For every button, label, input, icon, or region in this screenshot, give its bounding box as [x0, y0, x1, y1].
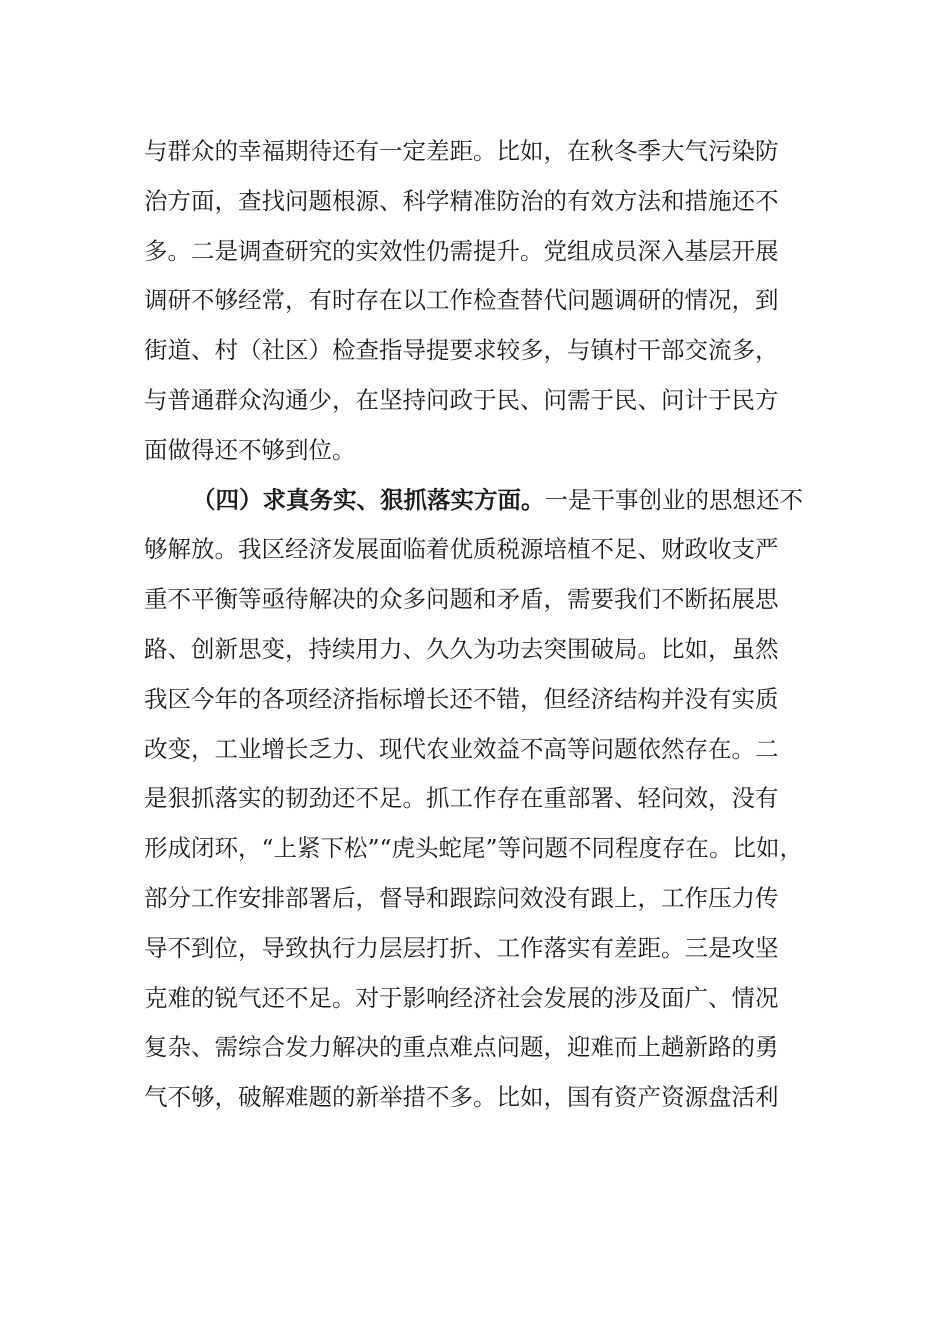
- text-line: 路、创新思变，持续用力、久久为功去突围破局。比如，虽然: [144, 634, 779, 663]
- section-heading: （四）求真务实、狠抓落实方面。: [192, 485, 545, 514]
- document-body: [144, 127, 814, 1123]
- text-line: 气不够，破解难题的新举措不多。比如，国有资产资源盘活利: [144, 1083, 779, 1112]
- text-line: 够解放。我区经济发展面临着优质税源培植不足、财政收支严: [144, 535, 779, 564]
- text-line: 改变，工业增长乏力、现代农业效益不高等问题依然存在。二: [144, 734, 779, 763]
- text-line: 克难的锐气还不足。对于影响经济社会发展的涉及面广、情况: [144, 983, 779, 1012]
- text-line: 重不平衡等亟待解决的众多问题和矛盾，需要我们不断拓展思: [144, 585, 779, 614]
- text-line: 多。二是调查研究的实效性仍需提升。党组成员深入基层开展: [144, 236, 779, 265]
- text-line: 部分工作安排部署后，督导和跟踪问效没有跟上，工作压力传: [144, 883, 779, 912]
- text-line: 复杂、需综合发力解决的重点难点问题，迎难而上趟新路的勇: [144, 1033, 779, 1062]
- text-line: 是狠抓落实的韧劲还不足。抓工作存在重部署、轻问效，没有: [144, 784, 779, 813]
- text-line: 与普通群众沟通少，在坚持问政于民、问需于民、问计于民方: [144, 385, 779, 414]
- text-line: 导不到位，导致执行力层层打折、工作落实有差距。三是攻坚: [144, 933, 779, 962]
- section-heading-continuation: 一是干事创业的思想还不: [544, 485, 803, 514]
- section-heading-line: [144, 476, 814, 526]
- text-line: 治方面，查找问题根源、科学精准防治的有效方法和措施还不: [144, 186, 779, 215]
- text-line: 面做得还不够到位。: [144, 435, 356, 464]
- text-line: 与群众的幸福期待还有一定差距。比如，在秋冬季大气污染防: [144, 137, 779, 165]
- text-line: 我区今年的各项经济指标增长还不错，但经济结构并没有实质: [144, 684, 779, 713]
- text-line: 形成闭环，“上紧下松”“虎头蛇尾”等问题不同程度存在。比如，: [144, 834, 804, 863]
- text-line: 街道、村（社区）检查指导提要求较多，与镇村干部交流多，: [144, 336, 779, 365]
- text-line: 调研不够经常，有时存在以工作检查替代问题调研的情况，到: [144, 286, 779, 315]
